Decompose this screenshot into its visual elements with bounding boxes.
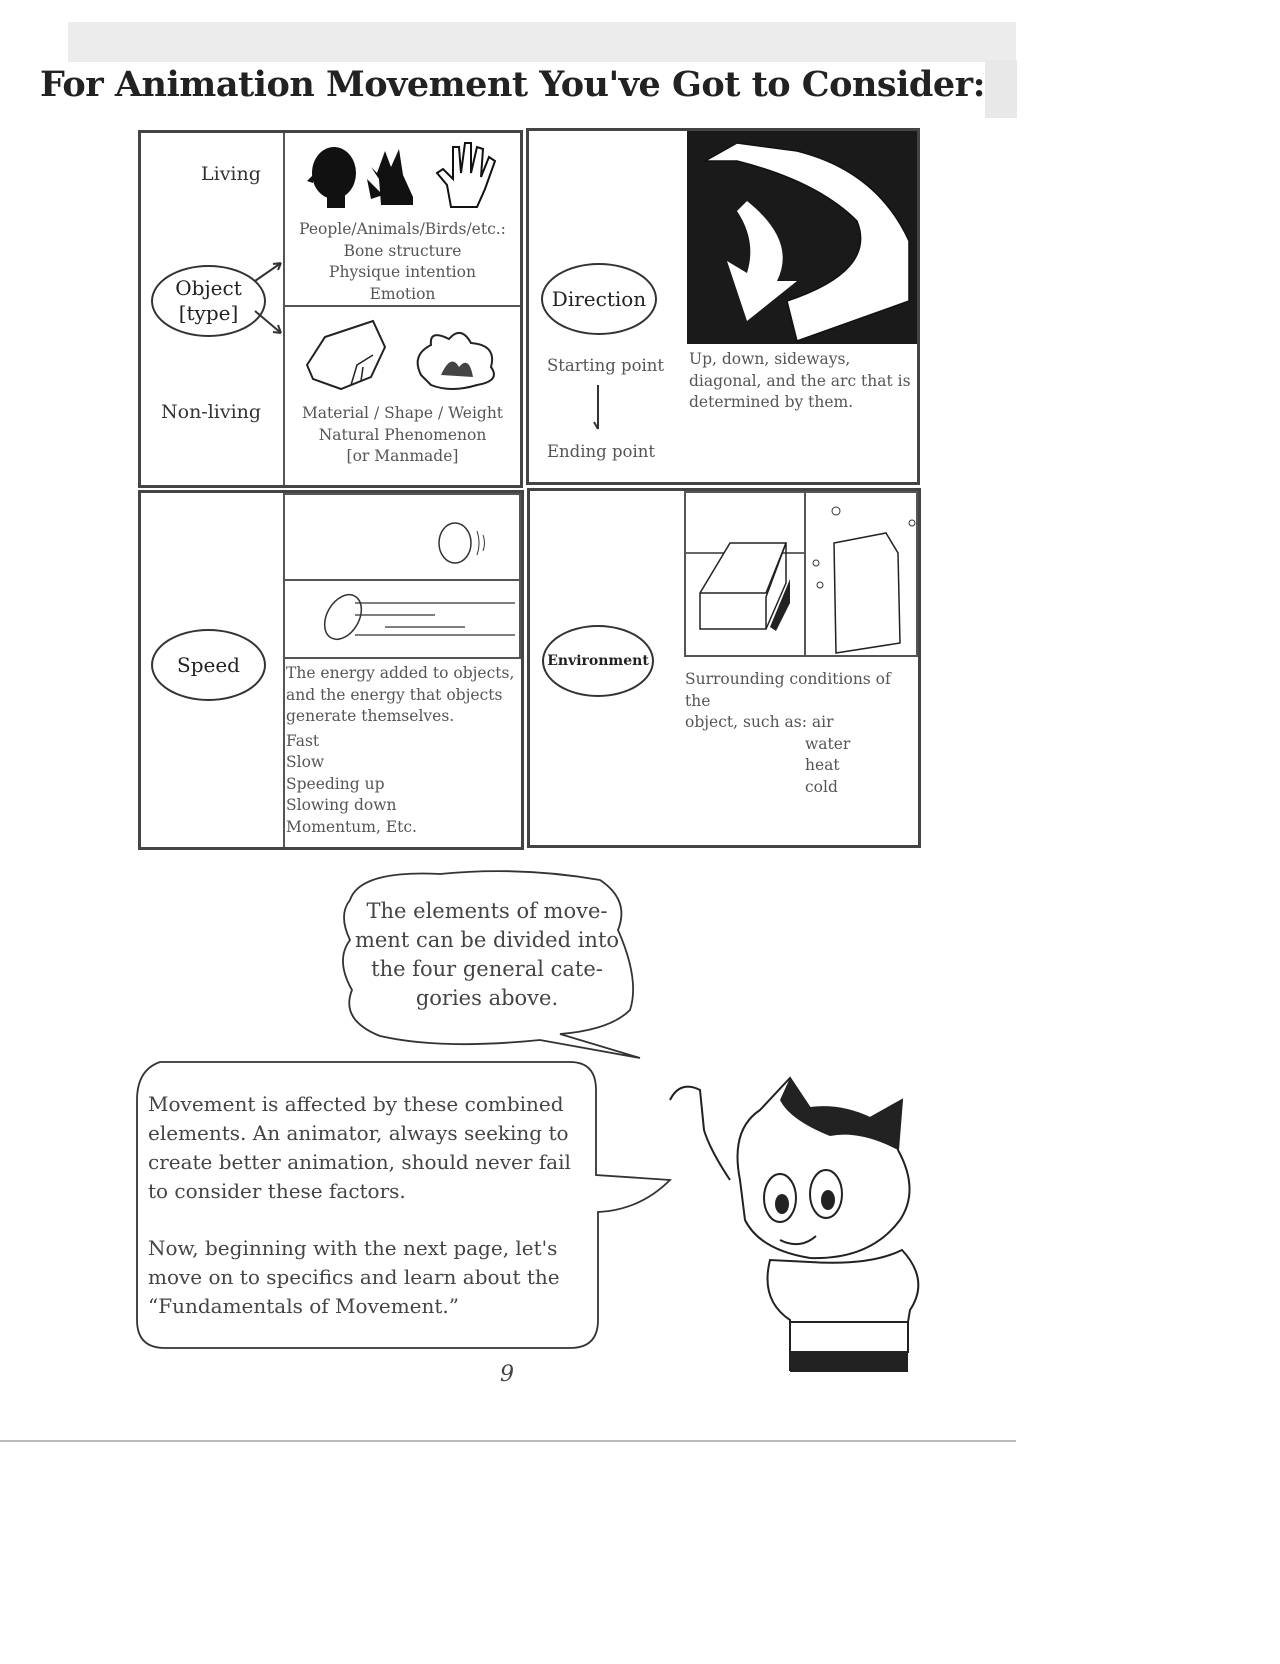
direction-oval: Direction <box>541 263 657 335</box>
text-line: and the energy that objects <box>286 685 503 704</box>
text-line: Bone structure <box>343 241 462 260</box>
oval-line: [type] <box>178 301 239 325</box>
speed-oval: Speed <box>151 629 266 701</box>
text-line: Physique intention <box>329 263 476 281</box>
list-item: cold <box>805 777 838 796</box>
page-title: For Animation Movement You've Got to Consider: <box>40 64 986 105</box>
living-label: Living <box>201 163 261 185</box>
text-line: elements. An animator, always seeking to <box>148 1121 569 1145</box>
bottom-speech-bubble <box>148 1090 586 1321</box>
text-line: Material / Shape / Weight <box>301 404 504 422</box>
text-line: ment can be divided into <box>354 928 620 952</box>
text-line: move on to specifics and learn about the <box>148 1265 560 1289</box>
ending-point-label: Ending point <box>547 442 655 461</box>
text-line: the four general cate- <box>371 957 603 981</box>
page-edge-line <box>0 1440 1016 1442</box>
top-speech-bubble <box>352 897 622 1013</box>
text-line: Movement is affected by these combined <box>148 1092 564 1116</box>
list-item: Speeding up <box>286 774 385 793</box>
text-line: to consider these factors. <box>148 1179 406 1203</box>
page-number: 9 <box>500 1362 514 1387</box>
list-item: Fast <box>286 731 320 750</box>
oval-line: Object <box>175 276 242 300</box>
text-line: [or Manmade] <box>346 447 459 465</box>
text-line: People/Animals/Birds/etc.: <box>299 220 506 238</box>
text-line: Now, beginning with the next page, let's <box>148 1236 558 1260</box>
list-item: Slowing down <box>286 796 397 814</box>
text-line: generate themselves. <box>286 707 455 725</box>
cartoon-character-illustration <box>640 1070 930 1380</box>
text-line: object, such as: air <box>685 713 834 731</box>
text-line: diagonal, and the arc that is <box>689 371 911 390</box>
text-line: determined by them. <box>689 393 854 411</box>
text-line: Emotion <box>369 284 436 303</box>
list-item: Slow <box>286 753 325 771</box>
text-line: The energy added to objects, <box>286 664 515 682</box>
starting-point-label: Starting point <box>547 356 665 375</box>
list-item: Momentum, Etc. <box>286 817 417 836</box>
text-line: gories above. <box>415 986 559 1010</box>
non-living-label: Non-living <box>161 401 262 423</box>
environment-oval: Environment <box>542 625 654 697</box>
list-item: heat <box>805 756 840 774</box>
text-line: Surrounding conditions of the <box>685 670 891 710</box>
text-line: create better animation, should never fail <box>148 1150 571 1174</box>
text-line: Up, down, sideways, <box>689 350 851 368</box>
text-line: “Fundamentals of Movement.” <box>148 1294 460 1318</box>
text-line: The elements of move- <box>366 899 608 923</box>
list-item: water <box>805 734 851 753</box>
text-line: Natural Phenomenon <box>318 425 487 444</box>
